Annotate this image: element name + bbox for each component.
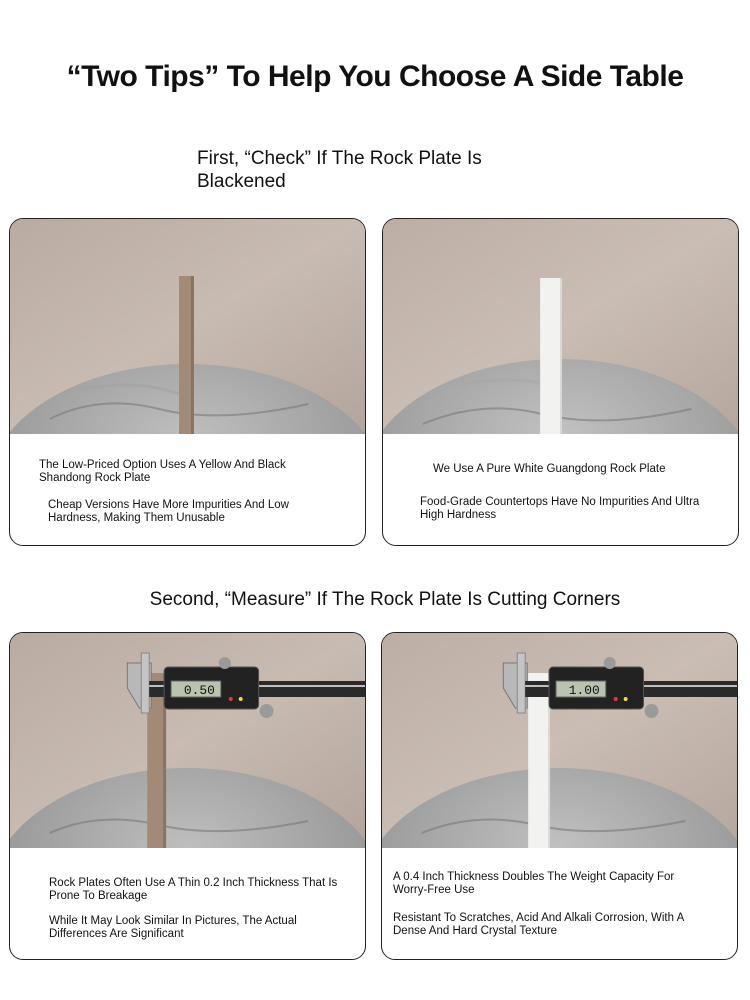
card-white-plate bbox=[382, 218, 739, 546]
card2-line2: Food-Grade Countertops Have No Impurities And Ultra High Hardness bbox=[420, 496, 700, 521]
card3-line1: Rock Plates Often Use A Thin 0.2 Inch Thickness That Is Prone To Breakage bbox=[49, 877, 338, 902]
card-thick-plate-measure bbox=[381, 632, 738, 960]
card2-line1: We Use A Pure White Guangdong Rock Plate bbox=[433, 463, 666, 475]
card4-line2: Resistant To Scratches, Acid And Alkali Corrosion, With A Dense And Hard Crystal Texture bbox=[393, 912, 684, 937]
card1-line2: Cheap Versions Have More Impurities And Low Hardness, Making Them Unusable bbox=[48, 499, 289, 524]
card-low-priced-plate bbox=[9, 218, 366, 546]
card4-line1: A 0.4 Inch Thickness Doubles The Weight Capacity For Worry-Free Use bbox=[393, 871, 675, 896]
caliper-reading-thin: 0.50 bbox=[183, 682, 215, 699]
section-title-measure: Second, “Measure” If The Rock Plate Is Cutting Corners bbox=[149, 589, 621, 610]
page-title: “Two Tips” To Help You Choose A Side Table bbox=[66, 60, 684, 93]
card1-line1: The Low-Priced Option Uses A Yellow And Black Shandong Rock Plate bbox=[39, 459, 286, 484]
card-thin-plate-measure bbox=[9, 632, 366, 960]
section-title-check: First, “Check” If The Rock Plate Is Blackened bbox=[197, 148, 482, 192]
card3-line2: While It May Look Similar In Pictures, The Actual Differences Are Significant bbox=[49, 915, 297, 940]
photo-white-rock-plate bbox=[383, 219, 738, 434]
photo-caliper-thin-plate bbox=[10, 633, 365, 848]
caliper-reading-thick: 1.00 bbox=[568, 682, 600, 699]
photo-caliper-thick-plate bbox=[382, 633, 737, 848]
photo-yellow-rock-plate bbox=[10, 219, 365, 434]
